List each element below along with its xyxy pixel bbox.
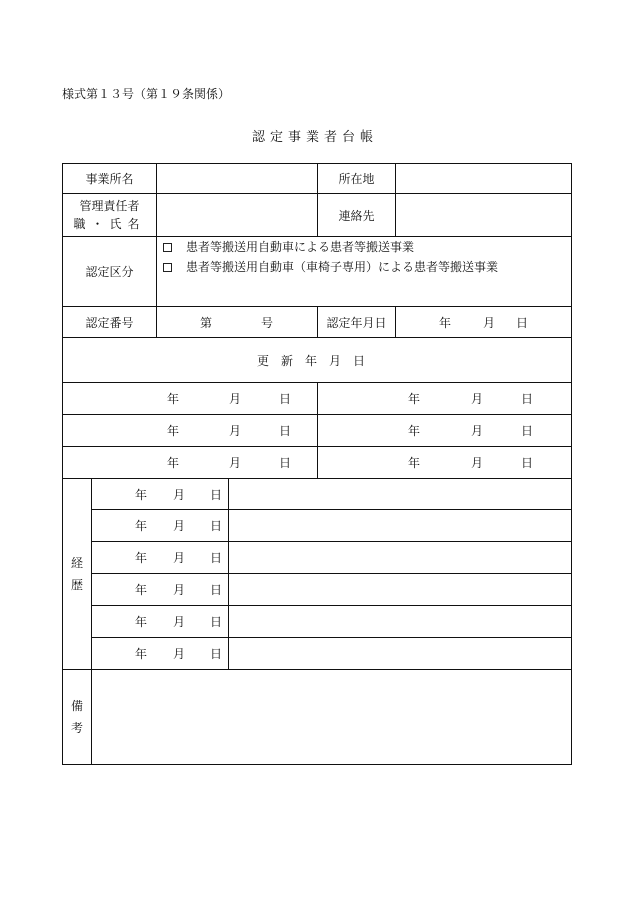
date-day: 日	[210, 487, 223, 502]
date-month: 月	[471, 456, 484, 470]
remarks-field[interactable]	[92, 670, 571, 764]
cert-option-wheelchair[interactable]	[163, 257, 498, 277]
date-year: 年	[167, 456, 180, 470]
checkbox-icon[interactable]	[163, 243, 172, 252]
location-label: 所在地	[338, 172, 375, 186]
renewal-date-3-right[interactable]	[318, 447, 571, 478]
registry-table	[62, 163, 572, 765]
date-day: 日	[210, 583, 223, 597]
renewal-header: 更新年月日	[256, 353, 377, 368]
date-year: 年	[439, 315, 452, 330]
date-month: 月	[229, 392, 242, 406]
date-year: 年	[408, 456, 421, 470]
date-year: 年	[408, 392, 421, 406]
renewal-date-2-right[interactable]	[318, 415, 571, 446]
contact-field[interactable]	[396, 194, 571, 236]
history-detail-3[interactable]	[229, 542, 571, 573]
history-detail-1[interactable]	[229, 479, 571, 509]
cert-option-standard[interactable]	[163, 237, 414, 257]
remarks-label-char: 考	[70, 721, 83, 735]
date-day: 日	[210, 551, 223, 565]
history-label-char: 歴	[70, 578, 83, 592]
date-day: 日	[521, 392, 534, 406]
date-month: 月	[471, 392, 484, 406]
history-detail-6[interactable]	[229, 638, 571, 669]
renewal-date-3-left[interactable]	[63, 447, 317, 478]
date-year: 年	[408, 424, 421, 438]
history-label	[63, 479, 91, 669]
contact-label: 連絡先	[338, 208, 375, 223]
date-day: 日	[210, 519, 223, 533]
date-day: 日	[521, 424, 534, 438]
date-month: 月	[173, 487, 186, 502]
manager-label	[63, 194, 156, 236]
date-month: 月	[173, 519, 186, 533]
history-date-1[interactable]	[92, 479, 228, 509]
history-label-char: 経	[70, 556, 83, 570]
remarks-label-char: 備	[70, 699, 83, 713]
date-year: 年	[135, 519, 148, 533]
date-day: 日	[279, 456, 292, 470]
checkbox-icon[interactable]	[163, 263, 172, 272]
date-day: 日	[521, 456, 534, 470]
date-year: 年	[135, 583, 148, 597]
date-month: 月	[483, 315, 496, 330]
cert-option-label: 患者等搬送用自動車による患者等搬送事業	[186, 240, 415, 254]
history-date-2[interactable]	[92, 510, 228, 541]
history-detail-4[interactable]	[229, 574, 571, 605]
date-year: 年	[167, 424, 180, 438]
remarks-label	[63, 670, 91, 764]
cert-option-label: 患者等搬送用自動車（車椅子専用）による患者等搬送事業	[186, 260, 499, 274]
date-month: 月	[173, 583, 186, 597]
manager-field[interactable]	[157, 194, 317, 236]
business-name-label: 事業所名	[85, 172, 134, 186]
history-date-3[interactable]	[92, 542, 228, 573]
cert-number-prefix: 第	[200, 315, 213, 330]
cert-number-label: 認定番号	[85, 315, 134, 330]
cert-number-suffix: 号	[261, 315, 274, 330]
date-month: 月	[173, 615, 186, 629]
date-year: 年	[167, 392, 180, 406]
date-day: 日	[210, 647, 223, 661]
date-month: 月	[229, 456, 242, 470]
date-year: 年	[135, 647, 148, 661]
date-month: 月	[173, 647, 186, 661]
cert-category-options	[163, 237, 563, 306]
date-year: 年	[135, 615, 148, 629]
manager-label-line1: 管理責任者	[79, 199, 140, 213]
cert-number-field[interactable]	[157, 307, 317, 337]
history-detail-5[interactable]	[229, 606, 571, 637]
date-day: 日	[279, 392, 292, 406]
date-day: 日	[516, 315, 529, 330]
date-month: 月	[173, 551, 186, 565]
history-detail-2[interactable]	[229, 510, 571, 541]
date-month: 月	[471, 424, 484, 438]
cert-date-field[interactable]	[396, 307, 571, 337]
manager-label-line2: 職・氏名	[73, 217, 146, 231]
business-name-field[interactable]	[157, 164, 317, 193]
date-month: 月	[229, 424, 242, 438]
cert-category-label: 認定区分	[85, 265, 134, 279]
history-date-5[interactable]	[92, 606, 228, 637]
history-date-6[interactable]	[92, 638, 228, 669]
history-date-4[interactable]	[92, 574, 228, 605]
location-field[interactable]	[396, 164, 571, 193]
renewal-date-1-right[interactable]	[318, 383, 571, 414]
renewal-date-1-left[interactable]	[63, 383, 317, 414]
form-number-label: 様式第１３号（第１９条関係）	[62, 87, 231, 101]
renewal-date-2-left[interactable]	[63, 415, 317, 446]
date-day: 日	[210, 615, 223, 629]
date-year: 年	[135, 551, 148, 565]
date-day: 日	[279, 424, 292, 438]
date-year: 年	[135, 487, 148, 502]
page-title: 認定事業者台帳	[251, 130, 378, 145]
cert-date-label: 認定年月日	[326, 315, 387, 330]
